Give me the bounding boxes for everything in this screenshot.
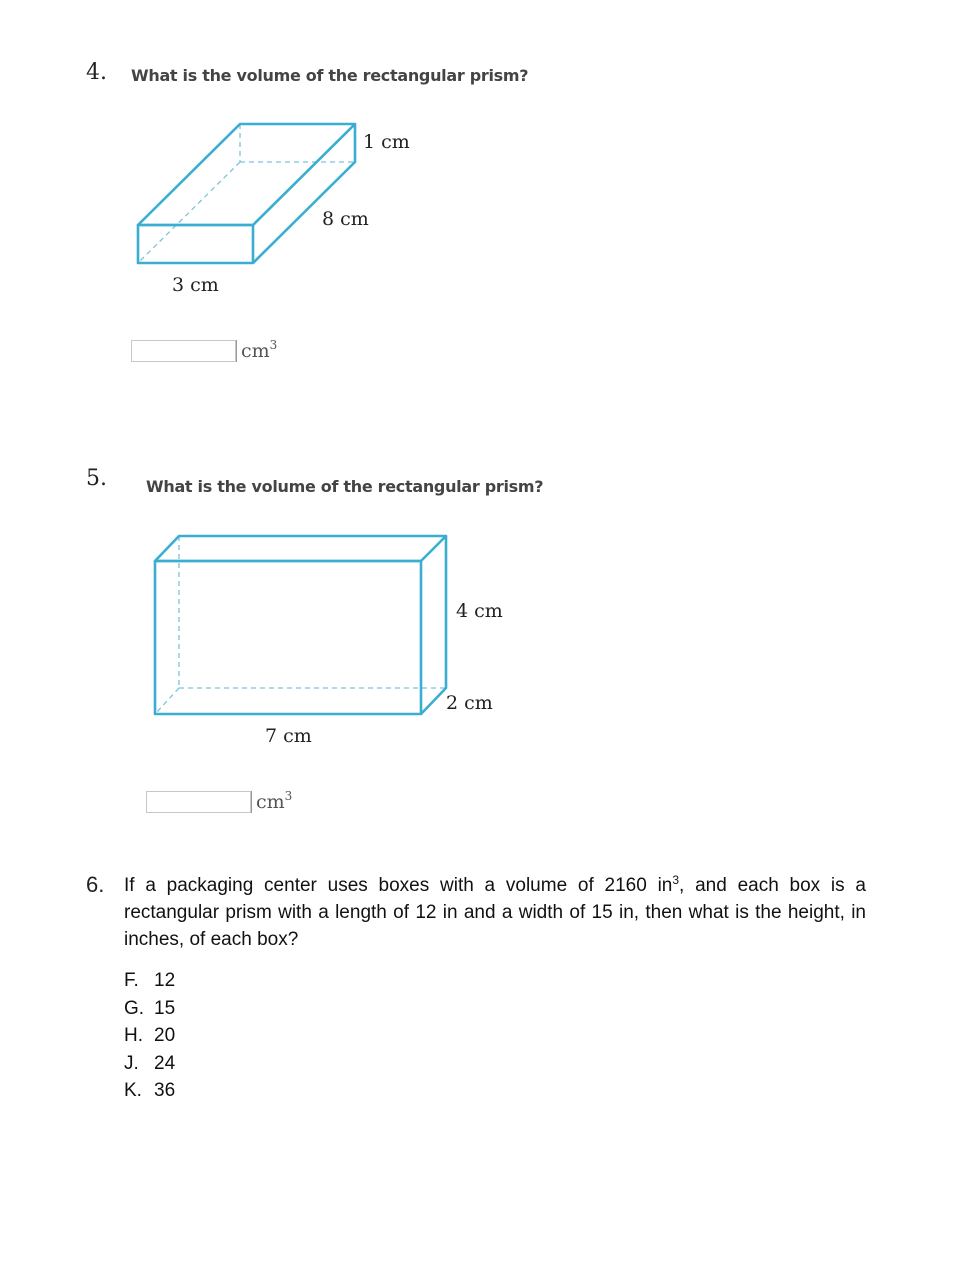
question-5-prompt: What is the volume of the rectangular prism? — [146, 477, 544, 496]
choice-g[interactable]: G. 15 — [124, 997, 176, 1019]
question-4-depth-label: 8 cm — [322, 208, 369, 230]
question-6-prompt: If a packaging center uses boxes with a volume of 2160 $in^3$, and each box is a rectangular prism with a length of 12 in and a width of 15 in, then what is the height, in inches, of each box? — [124, 873, 866, 950]
prism-5-hidden-edge — [155, 688, 179, 714]
choice-k[interactable]: K. 36 — [124, 1080, 176, 1101]
question-4-number: 4. — [86, 60, 107, 85]
choice-h[interactable]: H. 20 — [124, 1025, 176, 1046]
question-5-height-label: 4 cm — [456, 600, 503, 622]
question-4-width-label: 3 cm — [172, 274, 219, 296]
prism-5-front-face — [155, 561, 421, 714]
question-5-unit: $cm^3$ — [251, 791, 292, 813]
question-6-choices — [124, 970, 175, 1108]
choice-f[interactable]: F. 12 — [124, 970, 176, 991]
question-4-height-label: 1 cm — [363, 131, 410, 153]
prism-5-side-edges — [421, 536, 446, 714]
question-6-number: 6. — [86, 872, 105, 897]
question-5-depth-label: 2 cm — [446, 692, 493, 714]
prism-5-top-face — [155, 536, 446, 561]
choice-j[interactable]: J. 24 — [124, 1052, 176, 1074]
question-5-answer-input[interactable] — [146, 791, 251, 813]
question-5-width-label: 7 cm — [265, 725, 312, 747]
question-5-number: 5. — [86, 466, 107, 491]
question-4-unit: $cm^3$ — [236, 340, 277, 362]
question-4-prompt: What is the volume of the rectangular prism? — [131, 66, 529, 85]
